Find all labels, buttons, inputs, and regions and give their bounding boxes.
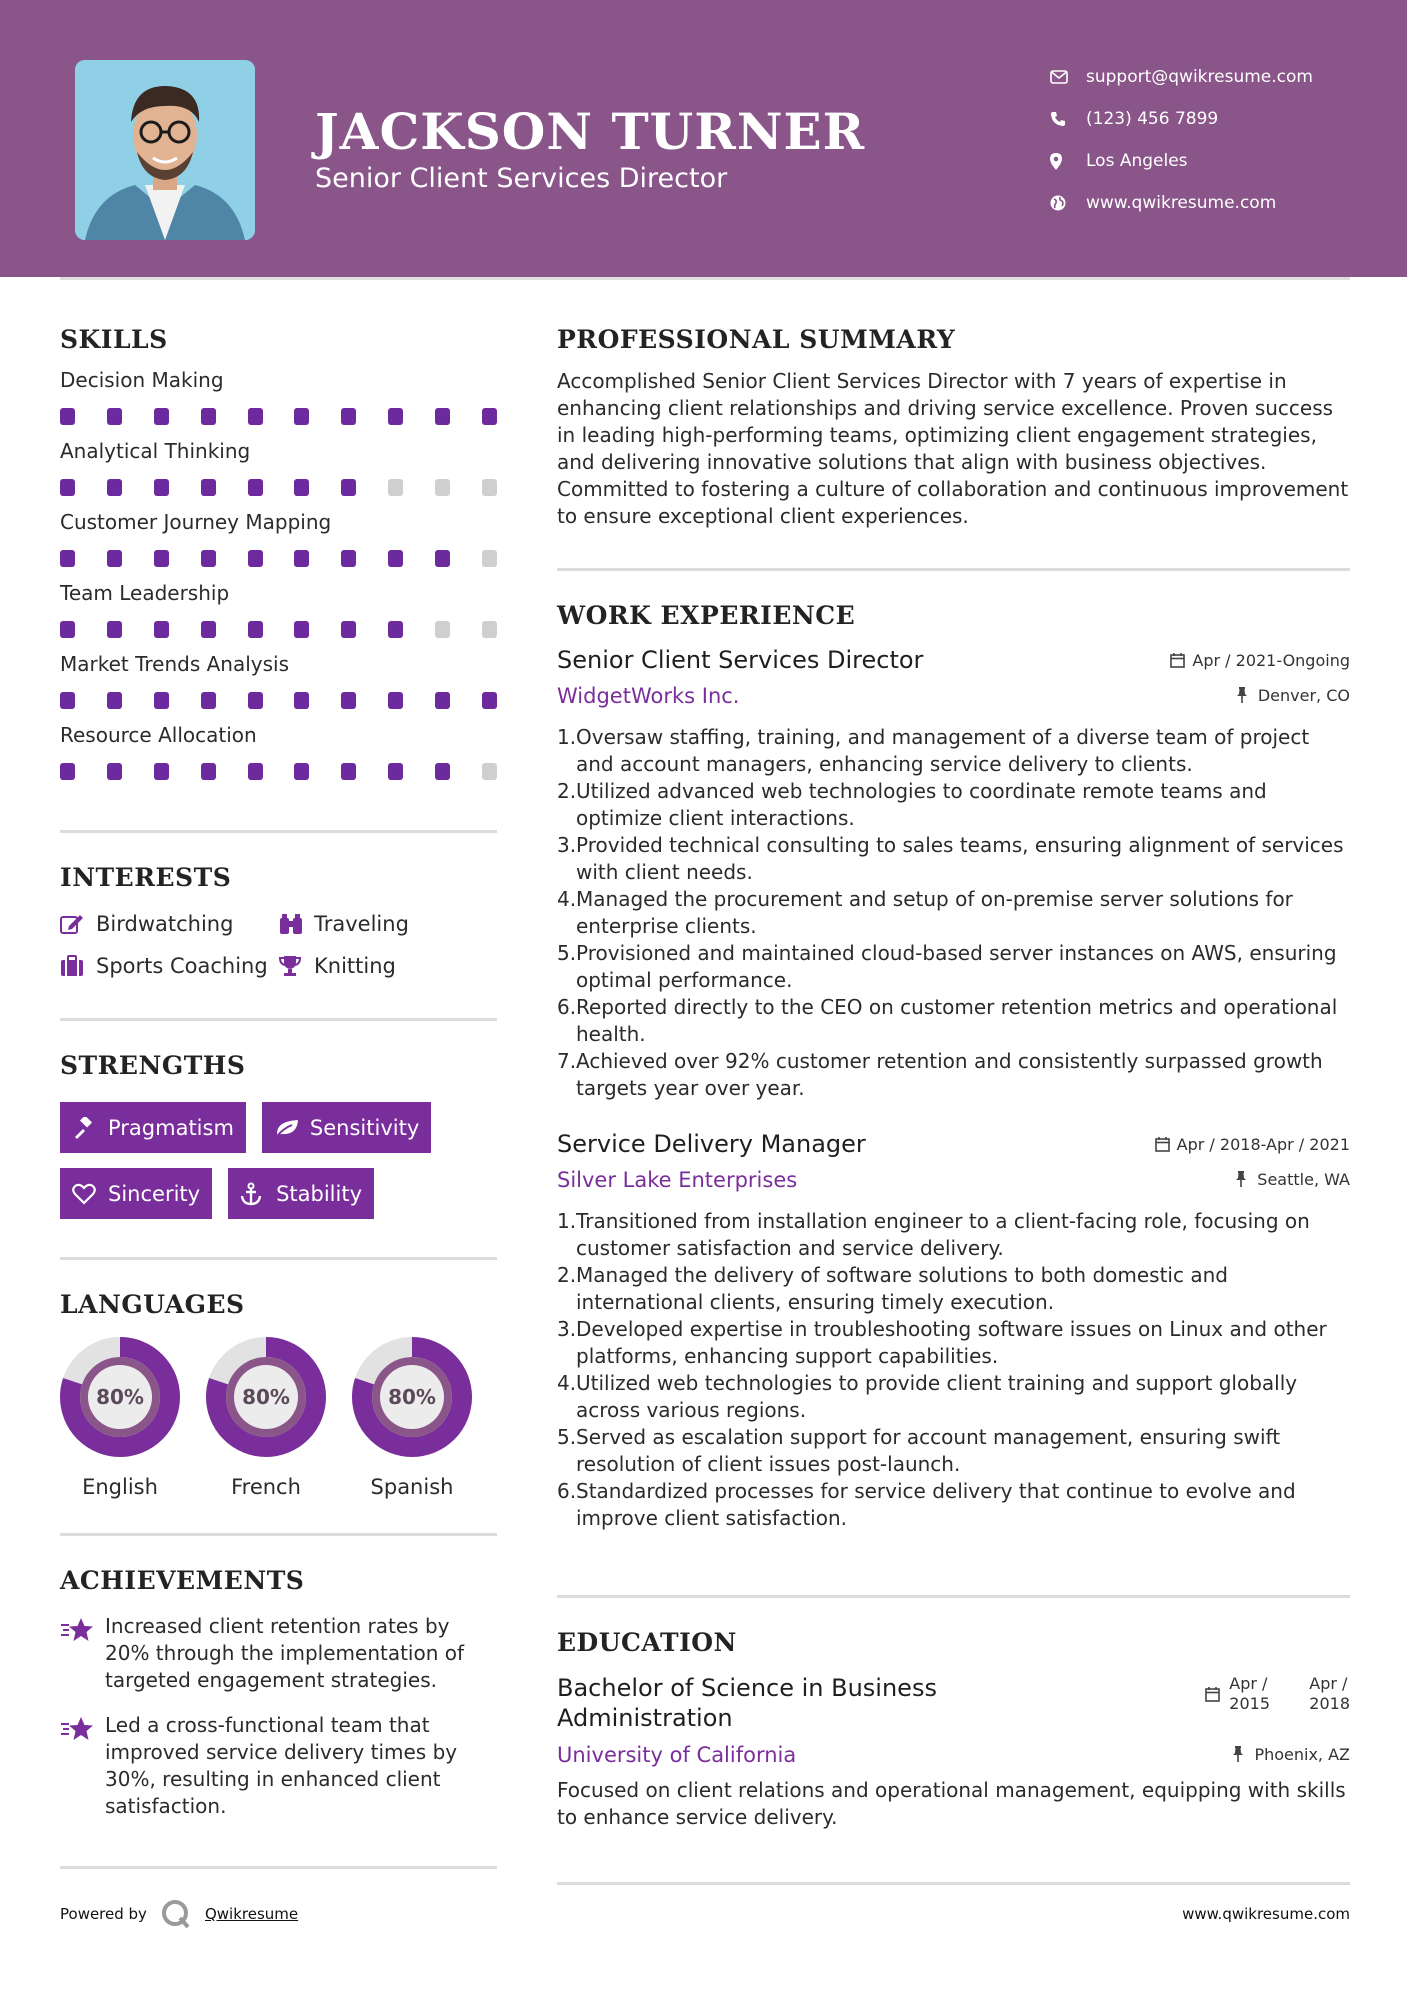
section-divider <box>557 1882 1350 1885</box>
company-name: Silver Lake Enterprises <box>557 1168 798 1192</box>
list-item: 4. Managed the procurement and setup of on-premise server solutions for enterprise clients. <box>557 887 1293 938</box>
rating-dot-empty <box>435 621 450 638</box>
rating-dot-filled <box>341 621 356 638</box>
skill-name: Market Trends Analysis <box>60 652 290 676</box>
rating-dot-filled <box>294 621 309 638</box>
list-item: 7. Achieved over 92% customer retention and consistently surpassed growth targets year over year. <box>557 1049 1323 1100</box>
section-divider <box>60 1018 497 1021</box>
summary-title: PROFESSIONAL SUMMARY <box>557 325 956 354</box>
skill-rating <box>60 763 497 780</box>
rating-dot-filled <box>482 692 497 709</box>
star-icon <box>60 1712 105 1820</box>
skill-item <box>60 368 497 425</box>
rating-dot-filled <box>248 621 263 638</box>
calendar-icon <box>1170 653 1192 669</box>
strengths-list <box>60 1102 497 1219</box>
rating-dot-filled <box>60 763 75 780</box>
experience-title: WORK EXPERIENCE <box>557 601 856 630</box>
rating-dot-filled <box>294 692 309 709</box>
strength-chip: Pragmatism <box>60 1102 246 1153</box>
skill-item <box>60 510 497 567</box>
job-location: Denver, CO <box>1236 686 1350 705</box>
education-title: EDUCATION <box>557 1628 737 1657</box>
rating-dot-empty <box>482 550 497 567</box>
skill-rating <box>60 479 497 496</box>
list-item: 1. Oversaw staffing, training, and management of a diverse team of project and account managers, enhancing service delivery to clients. <box>557 725 1310 776</box>
job-entry <box>557 646 1350 1102</box>
rating-dot-filled <box>107 408 122 425</box>
language-progress-ring <box>60 1337 180 1457</box>
profile-photo <box>75 60 255 240</box>
rating-dot-filled <box>201 479 216 496</box>
candidate-role: Senior Client Services Director <box>315 163 728 194</box>
rating-dot-filled <box>107 763 122 780</box>
strength-chip: Sensitivity <box>262 1102 431 1153</box>
section-divider <box>557 568 1350 571</box>
strength-chip: Stability <box>228 1168 374 1219</box>
gavel-icon <box>72 1116 108 1140</box>
list-item: 4. Utilized web technologies to provide client training and support globally across various regions. <box>557 1371 1298 1422</box>
rating-dot-filled <box>294 408 309 425</box>
education-dates: Apr / 2015 Apr / 2018 <box>1205 1673 1350 1715</box>
rating-dot-filled <box>248 550 263 567</box>
language-progress-ring <box>206 1337 326 1457</box>
language-name: French <box>231 1475 301 1499</box>
rating-dot-filled <box>248 479 263 496</box>
language-item <box>60 1337 180 1499</box>
skill-name: Decision Making <box>60 368 224 392</box>
pushpin-icon <box>1236 687 1258 703</box>
education-location: Phoenix, AZ <box>1232 1745 1350 1764</box>
rating-dot-filled <box>388 550 403 567</box>
contact-list <box>1050 56 1313 224</box>
list-item: 3. Provided technical consulting to sales teams, ensuring alignment of services with client needs. <box>557 833 1344 884</box>
job-dates: Apr / 2018-Apr / 2021 <box>1155 1135 1350 1154</box>
rating-dot-filled <box>341 479 356 496</box>
section-divider <box>557 1595 1350 1598</box>
languages-list <box>60 1337 497 1499</box>
briefcase-icon <box>60 954 96 978</box>
qwikresume-link[interactable]: Qwikresume <box>204 1905 299 1923</box>
section-divider <box>60 1533 497 1536</box>
interest-item: Knitting <box>278 954 498 978</box>
job-title: Senior Client Services Director <box>557 646 924 674</box>
rating-dot-filled <box>435 550 450 567</box>
rating-dot-filled <box>248 763 263 780</box>
rating-dot-filled <box>435 692 450 709</box>
rating-dot-filled <box>388 692 403 709</box>
envelope-icon <box>1050 67 1086 87</box>
achievements-title: ACHIEVEMENTS <box>60 1566 305 1595</box>
right-column <box>557 325 1350 1532</box>
qwikresume-logo-icon <box>161 1897 195 1931</box>
pushpin-icon <box>1232 1746 1254 1762</box>
job-title: Service Delivery Manager <box>557 1130 866 1158</box>
job-entry <box>557 1130 1350 1532</box>
interests-list <box>60 912 497 978</box>
rating-dot-filled <box>154 550 169 567</box>
degree-title: Bachelor of Science in Business Administration <box>557 1674 937 1732</box>
school-name: University of California <box>557 1743 797 1767</box>
achievement-item <box>60 1613 497 1694</box>
skills-title: SKILLS <box>60 325 168 354</box>
resume-header <box>0 0 1407 277</box>
heart-icon <box>72 1182 108 1206</box>
rating-dot-filled <box>107 479 122 496</box>
list-item: 6. Reported directly to the CEO on customer retention metrics and operational health. <box>557 995 1338 1046</box>
section-divider <box>60 1866 497 1869</box>
skill-item <box>60 581 497 638</box>
language-item <box>352 1337 472 1499</box>
rating-dot-filled <box>107 692 122 709</box>
contact-website[interactable]: www.qwikresume.com <box>1050 182 1313 224</box>
globe-icon <box>1050 193 1086 213</box>
footer-website[interactable]: www.qwikresume.com <box>1182 1905 1350 1923</box>
rating-dot-filled <box>435 408 450 425</box>
interest-item: Birdwatching <box>60 912 278 936</box>
skill-name: Customer Journey Mapping <box>60 510 332 534</box>
list-item: 6. Standardized processes for service delivery that continue to evolve and improve client satisfaction. <box>557 1479 1296 1530</box>
rating-dot-empty <box>482 621 497 638</box>
rating-dot-filled <box>201 763 216 780</box>
rating-dot-filled <box>388 763 403 780</box>
list-item: 1. Transitioned from installation engineer to a client-facing role, focusing on customer satisfaction and service delivery. <box>557 1209 1310 1260</box>
rating-dot-empty <box>435 479 450 496</box>
rating-dot-filled <box>435 763 450 780</box>
list-item: 2. Managed the delivery of software solutions to both domestic and international clients, ensuring timely execution. <box>557 1263 1228 1314</box>
rating-dot-filled <box>201 692 216 709</box>
education-description: Focused on client relations and operational management, equipping with skills to enhance service delivery. <box>557 1778 1346 1829</box>
list-item: 2. Utilized advanced web technologies to coordinate remote teams and optimize client interactions. <box>557 779 1267 830</box>
list-item: 5. Served as escalation support for account management, ensuring swift resolution of client issues post-launch. <box>557 1425 1281 1476</box>
trophy-icon <box>278 954 314 978</box>
pushpin-icon <box>1235 1171 1257 1187</box>
phone-icon <box>1050 109 1086 129</box>
rating-dot-filled <box>248 692 263 709</box>
skill-rating <box>60 408 497 425</box>
rating-dot-filled <box>388 621 403 638</box>
list-item: 3. Developed expertise in troubleshooting software issues on Linux and other platforms, enhancing support capabilities. <box>557 1317 1327 1368</box>
language-item <box>206 1337 326 1499</box>
header-divider <box>60 277 1350 280</box>
skill-item <box>60 439 497 496</box>
rating-dot-filled <box>341 763 356 780</box>
rating-dot-filled <box>107 621 122 638</box>
language-percent: 80% <box>242 1385 290 1409</box>
rating-dot-filled <box>154 408 169 425</box>
calendar-icon <box>1155 1137 1177 1153</box>
languages-title: LANGUAGES <box>60 1290 245 1319</box>
rating-dot-empty <box>388 479 403 496</box>
achievement-text: Increased client retention rates by 20% through the implementation of targeted engagement strategies. <box>105 1614 465 1692</box>
rating-dot-filled <box>388 408 403 425</box>
rating-dot-filled <box>154 692 169 709</box>
interests-title: INTERESTS <box>60 863 232 892</box>
language-name: English <box>82 1475 158 1499</box>
summary-text: Accomplished Senior Client Services Director with 7 years of expertise in enhancing client relationships and driving service excellence. Proven success in leading high-performing teams, optimizing client engagement strategies, and delivering innovative solutions that align with business objectives. Committed to fostering a culture of collaboration and continuous improvement to ensure exceptional client experiences. <box>557 369 1349 528</box>
rating-dot-filled <box>294 479 309 496</box>
map-pin-icon <box>1050 151 1086 171</box>
contact-location: Los Angeles <box>1050 140 1313 182</box>
rating-dot-filled <box>107 550 122 567</box>
rating-dot-filled <box>60 692 75 709</box>
rating-dot-filled <box>201 621 216 638</box>
left-column <box>60 325 497 1820</box>
job-responsibilities <box>557 724 1350 1102</box>
footer-powered-by: Powered by Qwikresume <box>60 1897 298 1931</box>
rating-dot-filled <box>294 763 309 780</box>
skill-rating <box>60 621 497 638</box>
binoculars-icon <box>278 912 314 936</box>
achievement-item <box>60 1712 497 1820</box>
skill-name: Resource Allocation <box>60 723 257 747</box>
star-icon <box>60 1613 105 1694</box>
skill-item <box>60 723 497 780</box>
strengths-title: STRENGTHS <box>60 1051 246 1080</box>
rating-dot-filled <box>154 621 169 638</box>
job-location: Seattle, WA <box>1235 1170 1350 1189</box>
rating-dot-filled <box>60 621 75 638</box>
language-name: Spanish <box>370 1475 454 1499</box>
job-responsibilities <box>557 1208 1350 1532</box>
skill-name: Team Leadership <box>60 581 230 605</box>
rating-dot-filled <box>60 408 75 425</box>
strength-chip: Sincerity <box>60 1168 212 1219</box>
language-progress-ring <box>352 1337 472 1457</box>
anchor-icon <box>240 1182 276 1206</box>
interest-item: Sports Coaching <box>60 954 278 978</box>
job-dates: Apr / 2021-Ongoing <box>1170 651 1350 670</box>
contact-phone[interactable]: (123) 456 7899 <box>1050 98 1313 140</box>
rating-dot-filled <box>201 550 216 567</box>
rating-dot-filled <box>154 763 169 780</box>
achievement-text: Led a cross-functional team that improved service delivery times by 30%, resulting in enhanced client satisfaction. <box>105 1713 458 1818</box>
rating-dot-filled <box>154 479 169 496</box>
pencil-square-icon <box>60 912 96 936</box>
rating-dot-filled <box>201 408 216 425</box>
rating-dot-filled <box>341 692 356 709</box>
skill-rating <box>60 692 497 709</box>
skill-item <box>60 652 497 709</box>
interest-item: Traveling <box>278 912 498 936</box>
section-divider <box>60 1257 497 1260</box>
section-divider <box>60 830 497 833</box>
rating-dot-empty <box>482 763 497 780</box>
leaf-icon <box>274 1116 310 1140</box>
rating-dot-filled <box>341 550 356 567</box>
rating-dot-filled <box>248 408 263 425</box>
rating-dot-filled <box>294 550 309 567</box>
contact-email[interactable]: support@qwikresume.com <box>1050 56 1313 98</box>
list-item: 5. Provisioned and maintained cloud-based server instances on AWS, ensuring optimal performance. <box>557 941 1337 992</box>
rating-dot-filled <box>341 408 356 425</box>
rating-dot-filled <box>482 408 497 425</box>
candidate-name: JACKSON TURNER <box>315 102 866 161</box>
rating-dot-filled <box>60 479 75 496</box>
achievements-list <box>60 1613 497 1820</box>
rating-dot-empty <box>482 479 497 496</box>
education-section <box>557 1628 1350 1831</box>
company-name: WidgetWorks Inc. <box>557 684 740 708</box>
skill-name: Analytical Thinking <box>60 439 251 463</box>
language-percent: 80% <box>96 1385 144 1409</box>
language-percent: 80% <box>388 1385 436 1409</box>
calendar-icon <box>1205 1687 1229 1702</box>
rating-dot-filled <box>60 550 75 567</box>
skills-list <box>60 368 497 780</box>
skill-rating <box>60 550 497 567</box>
